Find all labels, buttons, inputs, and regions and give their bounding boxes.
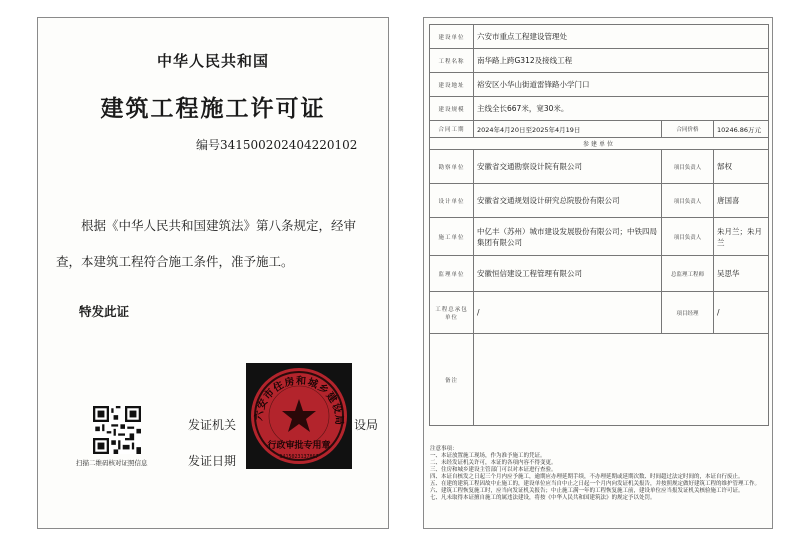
certificate-title: 建筑工程施工许可证 <box>100 95 326 122</box>
issue-date-label: 发证日期 <box>188 454 237 468</box>
participant-label: 勘察单位 <box>430 150 474 184</box>
participant-company: 安徽恒信建设工程管理有限公司 <box>474 256 662 292</box>
row-value: 主线全长667米，宽30米。 <box>474 97 769 121</box>
contract-price-label: 合同价格 <box>662 121 714 138</box>
row-label: 建设规模 <box>430 97 474 121</box>
table-row <box>430 256 769 292</box>
permit-details-table <box>429 24 769 426</box>
certificate-number: 编号341500202404220102 <box>196 138 358 152</box>
row-value: 南华路上跨G312及接线工程 <box>474 49 769 73</box>
participant-role: 项目经理 <box>662 292 714 334</box>
participant-company: 安徽省交通规划设计研究总院股份有限公司 <box>474 184 662 218</box>
row-value: 裕安区小华山街道雷锋路小学门口 <box>474 73 769 97</box>
participant-label: 设计单位 <box>430 184 474 218</box>
participants-header: 参建单位 <box>430 138 769 150</box>
participant-company: 中亿丰（苏州）城市建设发展股份有限公司；中铁四局集团有限公司 <box>474 218 662 256</box>
participant-role: 项目负责人 <box>662 150 714 184</box>
table-row <box>430 334 769 426</box>
svg-text:3415023137867: 3415023137867 <box>279 454 319 460</box>
svg-text:行政审批专用章: 行政审批专用章 <box>267 441 331 451</box>
participant-role: 总监理工程师 <box>662 256 714 292</box>
issuing-authority-label: 发证机关 <box>188 418 237 432</box>
row-label: 工程名称 <box>430 49 474 73</box>
official-seal <box>246 363 352 469</box>
permit-details-page <box>423 17 773 529</box>
participant-person: 吴思华 <box>714 256 769 292</box>
remarks-label: 备注 <box>430 334 474 426</box>
country-name: 中华人民共和国 <box>156 52 269 70</box>
notes-line: 五、在建的建筑工程因故中止施工的，建设单位应当自中止之日起一个月内向发证机关报告，并按照规定做好建筑工程的维护管理工作。 <box>430 481 761 487</box>
notes-line: 七、凡未取得本证擅自施工的属违法建设，将按《中华人民共和国建筑法》的规定予以处罚。 <box>430 495 656 501</box>
participant-company: / <box>474 292 662 334</box>
table-row <box>430 150 769 184</box>
row-label: 建设单位 <box>430 25 474 49</box>
table-row <box>430 49 769 73</box>
approval-text: 根据《中华人民共和国建筑法》第八条规定，经审查，本建筑工程符合施工条件，准予施工。 <box>56 218 357 269</box>
notes-line: 二、未经发证机关许可，本证的各项内容不得变更。 <box>430 460 557 466</box>
svg-text:六安市住房和城乡建设局: 六安市住房和城乡建设局 <box>253 375 345 427</box>
table-row <box>430 73 769 97</box>
table-row <box>430 218 769 256</box>
table-row <box>430 184 769 218</box>
participant-label: 施工单位 <box>430 218 474 256</box>
qr-code-icon[interactable] <box>93 406 141 454</box>
notes-section <box>430 446 770 502</box>
notes-line: 四、本证自核发之日起三个月内应予施工，逾期应办理延期手续，不办理延期或延期次数、时间超过法定时间的，本证自行废止。 <box>430 474 744 480</box>
contract-period-label: 合同工期 <box>430 121 474 138</box>
table-row <box>430 292 769 334</box>
participant-person: / <box>714 292 769 334</box>
table-row <box>430 121 769 138</box>
seal-icon <box>246 363 352 469</box>
participant-label: 监理单位 <box>430 256 474 292</box>
notes-line: 注意事项： <box>430 446 458 452</box>
row-value: 六安市重点工程建设管理处 <box>474 25 769 49</box>
participant-person: 郜权 <box>714 150 769 184</box>
contract-period-value: 2024年4月20日至2025年4月19日 <box>474 121 662 138</box>
participant-company: 安徽省交通勘察设计院有限公司 <box>474 150 662 184</box>
participant-person: 朱月兰；朱月兰 <box>714 218 769 256</box>
participant-person: 唐国喜 <box>714 184 769 218</box>
row-label: 建设地址 <box>430 73 474 97</box>
participant-label: 工程总承包单位 <box>430 292 474 334</box>
remarks-value <box>474 334 769 426</box>
notes-line: 三、住房和城乡建设主管部门可以对本证进行查验。 <box>430 467 557 473</box>
notes-line: 六、建筑工程恢复施工时，应当向发证机关报告；中止施工满一年的工程恢复施工前，建设单位应当报发证机关核验施工许可证。 <box>430 488 744 494</box>
participant-role: 项目负责人 <box>662 184 714 218</box>
table-row <box>430 25 769 49</box>
issuance-statement: 特发此证 <box>79 304 130 319</box>
issuing-authority-suffix: 设局 <box>354 418 379 432</box>
table-row <box>430 97 769 121</box>
participant-role: 项目负责人 <box>662 218 714 256</box>
contract-price-value: 10246.86万元 <box>714 121 769 138</box>
qr-caption: 扫描二维码核对证照信息 <box>76 459 148 467</box>
notes-line: 一、本证放置施工现场，作为准予施工的凭证。 <box>430 453 546 459</box>
table-row <box>430 138 769 150</box>
permit-front-page <box>37 17 389 529</box>
